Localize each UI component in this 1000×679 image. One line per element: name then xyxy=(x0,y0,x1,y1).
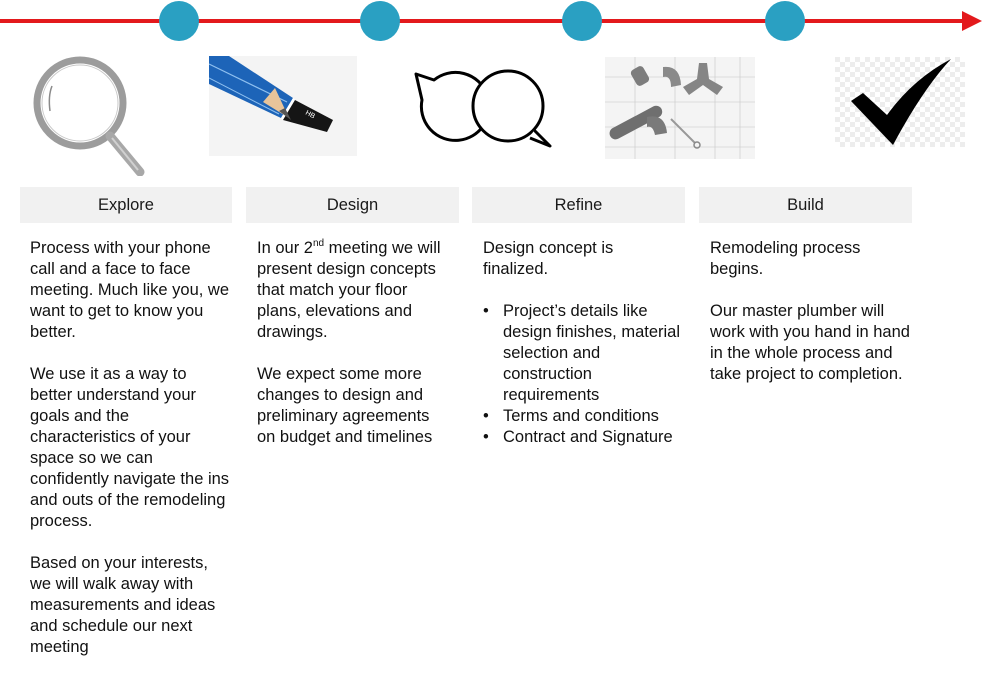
timeline-arrow-line xyxy=(0,19,966,23)
step-header-design xyxy=(246,187,459,223)
refine-intro: Design concept is finalized. xyxy=(483,239,614,278)
pencil-icon xyxy=(209,56,357,156)
svg-text:HB: HB xyxy=(304,109,316,121)
milestone-explore xyxy=(159,1,199,41)
step-title: Design xyxy=(326,195,379,214)
step-title: Refine xyxy=(554,195,603,214)
milestone-refine xyxy=(562,1,602,41)
explore-paragraph: Process with your phone call and a face to face meeting. Much like you, we want to get to know you better. xyxy=(30,239,230,341)
step-title: Explore xyxy=(98,195,154,214)
build-paragraph: Remodeling process begins. xyxy=(710,239,861,278)
build-description xyxy=(710,238,910,406)
explore-paragraph: We use it as a way to better understand your goals and the characteristics of your space so we can confidently navigate the ins and outs of the remodeling process. xyxy=(30,365,230,530)
refine-description xyxy=(483,238,683,448)
refine-bullet: • Terms and conditions xyxy=(483,406,683,427)
magnifying-glass-icon xyxy=(28,56,148,176)
refine-bullet-list xyxy=(483,301,683,448)
explore-description xyxy=(30,238,230,679)
step-header-refine xyxy=(472,187,685,223)
checkmark-icon xyxy=(835,57,965,147)
timeline-arrow-head-icon xyxy=(962,11,982,31)
build-paragraph: Our master plumber will work with you hand in hand in the whole process and take project to completion. xyxy=(710,302,910,383)
refine-bullet: • Project’s details like design finishes, material selection and construction requirements xyxy=(483,301,683,406)
pipe-fittings-image xyxy=(605,57,755,159)
design-description xyxy=(257,238,452,469)
milestone-build xyxy=(765,1,805,41)
design-paragraph: We expect some more changes to design and preliminary agreements on budget and timelines xyxy=(257,365,433,446)
refine-bullet: • Contract and Signature xyxy=(483,427,683,448)
speech-bubbles-icon xyxy=(408,60,558,152)
step-header-explore xyxy=(20,187,232,223)
explore-paragraph: Based on your interests, we will walk away with measurements and ideas and schedule our next meeting xyxy=(30,554,216,656)
design-paragraph: In our 2nd meeting we will present design concepts that match your floor plans, elevations and drawings. xyxy=(257,237,441,341)
milestone-design xyxy=(360,1,400,41)
step-title: Build xyxy=(787,195,824,214)
step-header-build xyxy=(699,187,912,223)
